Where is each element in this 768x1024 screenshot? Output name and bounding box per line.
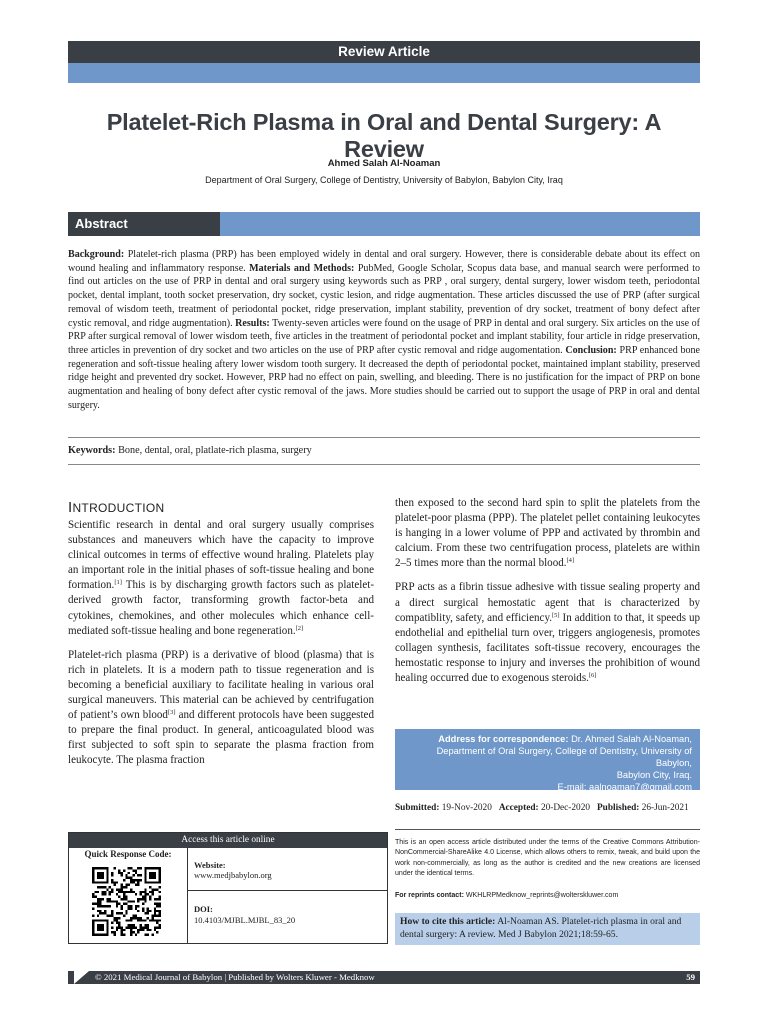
- abstract-heading: Abstract: [68, 212, 220, 236]
- reference-link[interactable]: [2]: [295, 624, 304, 632]
- paragraph: Scientific research in dental and oral surgery usually comprises substances and maneuvers which have the capacity to improve clinical outcomes in terms of effective wound hraling. Platelets play an important role in the initial phases of soft-tissue healing and bone formation.[1] This is by discharging growth factors such as platelet-derived growth factor, transforming growth factor-beta and cytokines, chemokines, and other molecules which enhance cell-mediated soft-tissue healing and bone regeneration.[2]: [68, 519, 374, 637]
- correspondence-email[interactable]: E-mail: aalnoaman7@gmail.com: [557, 782, 692, 792]
- reference-link[interactable]: [5]: [552, 611, 560, 619]
- divider: [68, 464, 700, 465]
- article-dates: Submitted: 19-Nov-2020 Accepted: 20-Dec-2020 Published: 26-Jun-2021: [395, 803, 689, 813]
- divider: [68, 437, 700, 438]
- footer-copyright: © 2021 Medical Journal of Babylon | Published by Wolters Kluwer - Medknow: [95, 972, 375, 982]
- reference-link[interactable]: [3]: [167, 709, 176, 717]
- qr-panel: [69, 848, 188, 944]
- accepted-date: 20-Dec-2020: [540, 803, 590, 813]
- page-number: 59: [686, 972, 695, 982]
- conclusion-text: PRP enhanced bone regeneration and soft-tissue healing aftery lower wisdom tooth surgery. It decreased the depth of periodontal pocket, maintained implant stability, preserved ridge height and prevented dry socket. However, PRP had no effect on pain, swelling, and bleeding. There is no justification for the impact of PRP on bone augmentation and healing of bony defect after cystic removal of the jaws. More studies should be carried out to support the usage of PRP in oral and dental surgery.: [68, 344, 700, 411]
- correspondence-line: Babylon City, Iraq.: [616, 770, 692, 780]
- website-label: Website:: [194, 860, 226, 870]
- article-type-banner: [68, 41, 700, 63]
- author-name: Ahmed Salah Al-Noaman: [327, 158, 441, 169]
- conclusion-label: Conclusion:: [565, 344, 617, 356]
- website-link[interactable]: www.medjbabylon.org: [194, 870, 272, 880]
- background-text: Platelet-rich plasma (PRP) has been employed widely in dental and oral surgery. However, there is considerable debate about its effect on wound healing and inflammatory response.: [68, 249, 700, 274]
- keywords-label: Keywords:: [68, 445, 116, 456]
- paragraph: Platelet-rich plasma (PRP) is a derivative of blood (plasma) that is rich in platelets. It is a modern path to tissue regeneration and is becoming a beneficial auxiliary to facilitate healing in various oral surgical maneuvers. This material can be achieved by centrifugation of patient’s own blood[3] and different protocols have been suggested to prepare the final product. In general, anticoagulated blood was first subjected to soft spin to separate the plasma fraction from leukocyte. The plasma fraction: [68, 648, 374, 767]
- citation-text: Al-Noaman AS. Platelet-rich plasma in oral and dental surgery: A review. Med J Babylon 2021;18:59-65.: [400, 916, 682, 940]
- doi-cell: [188, 891, 387, 944]
- published-date: 26-Jun-2021: [641, 803, 689, 813]
- page-footer: [68, 971, 700, 984]
- submitted-date: 19-Nov-2020: [441, 803, 492, 813]
- footer-notch: [74, 971, 89, 984]
- article-type: Review Article: [338, 44, 430, 59]
- keywords: [68, 444, 700, 458]
- reference-link[interactable]: [1]: [114, 579, 122, 587]
- abstract-header: [68, 212, 700, 236]
- doi-label: DOI:: [194, 904, 213, 914]
- results-text: Twenty-seven articles were found on the usage of PRP in dental and oral surgery. Six articles on the use of PRP after surgical removal of lower wisdom teeth, five articles in the treatment of periodontal pocket and implant stability, four article in ridge preservation, three articles in prevention of dry socket and two articles on the use of PRP after cystic removal and ridge augomentation.: [68, 317, 701, 356]
- qr-label: Quick Response Code:: [84, 849, 172, 859]
- reference-link[interactable]: [4]: [566, 557, 575, 565]
- right-column: [395, 496, 700, 695]
- website-cell: [188, 848, 387, 891]
- divider: [395, 829, 700, 830]
- access-heading: Access this article online: [69, 833, 387, 848]
- qr-code-icon[interactable]: [92, 866, 161, 937]
- citation-label: How to cite this article:: [400, 916, 496, 927]
- background-label: Background:: [68, 249, 125, 260]
- methods-text: PubMed, Google Scholar, Scopus data base, and manual search were performed to find out articles on the use of PRP in dental and oral surgery using keywords such as PRP , oral surgery, dental surgery, lower wisdom teeth, periodontal pocket, dental implant, tooth socket preservation, dry socket, cystic lesion, and ridge augmentation. These articles discussed the use of PRP (after surgical removal of wisdom teeth, treatment of periodontal pocket, ridge preservation, implant stability, prevention of dry socket, treatment of bony defect after cystic removal, and ridge augmentation).: [68, 262, 701, 329]
- abstract-body: [68, 248, 700, 412]
- author-affiliation: Department of Oral Surgery, College of Dentistry, University of Babylon, Babylon City, Iraq: [205, 175, 563, 185]
- reference-link[interactable]: [6]: [588, 672, 597, 680]
- correspondence-box: [395, 729, 700, 790]
- citation-box: [395, 913, 700, 945]
- header-blue-bar: [68, 63, 700, 83]
- introduction-heading: INTRODUCTION: [68, 499, 165, 516]
- reprints-email[interactable]: WKHLRPMedknow_reprints@wolterskluwer.com: [465, 892, 619, 899]
- correspondence-line: Department of Oral Surgery, College of Dentistry, University of Babylon,: [436, 746, 692, 768]
- paragraph: PRP acts as a fibrin tissue adhesive with tissue sealing property and a direct surgical hemostatic agent that is characterized by compatiblity, safety, and efficiency.[5] In addition to that, it speeds up endothelial and epithelial turn over, triggers angiogenesis, promotes collagen synthesis, facilitates soft-tissue recovery, encourages the hemostatic response to injury and inverses the prohibition of wound healing occurred due to exogenous steroids.[6]: [395, 581, 700, 685]
- access-online-box: [68, 832, 388, 944]
- keywords-text: Bone, dental, oral, platlate-rich plasma, surgery: [118, 445, 312, 456]
- article-title: Platelet-Rich Plasma in Oral and Dental Surgery: A Review: [106, 109, 662, 162]
- doi-link[interactable]: 10.4103/MJBL.MJBL_83_20: [194, 915, 296, 925]
- license-text: This is an open access article distributed under the terms of the Creative Commons Attribution-NonCommercial-ShareAlike 4.0 License, which allows others to remix, tweak, and build upon the work non-commercially, as long as the author is credited and the new creations are licensed under the identical terms.: [395, 839, 700, 877]
- reprints-contact: For reprints contact: WKHLRPMedknow_reprints@wolterskluwer.com: [395, 892, 619, 899]
- results-label: Results:: [235, 317, 270, 329]
- paragraph: then exposed to the second hard spin to split the platelets from the platelet-poor plasma (PPP). The platelet pellet containing leukocytes is hanging in a lower volume of PPP and activated by thrombin and calcium. From these two centrifugation process, platelets are within 2–5 times more than the normal blood.[4]: [395, 497, 700, 570]
- methods-label: Materials and Methods:: [249, 262, 355, 274]
- correspondence-label: Address for correspondence:: [438, 734, 569, 744]
- left-column: [68, 518, 374, 778]
- correspondence-name: Dr. Ahmed Salah Al-Noaman,: [571, 734, 692, 744]
